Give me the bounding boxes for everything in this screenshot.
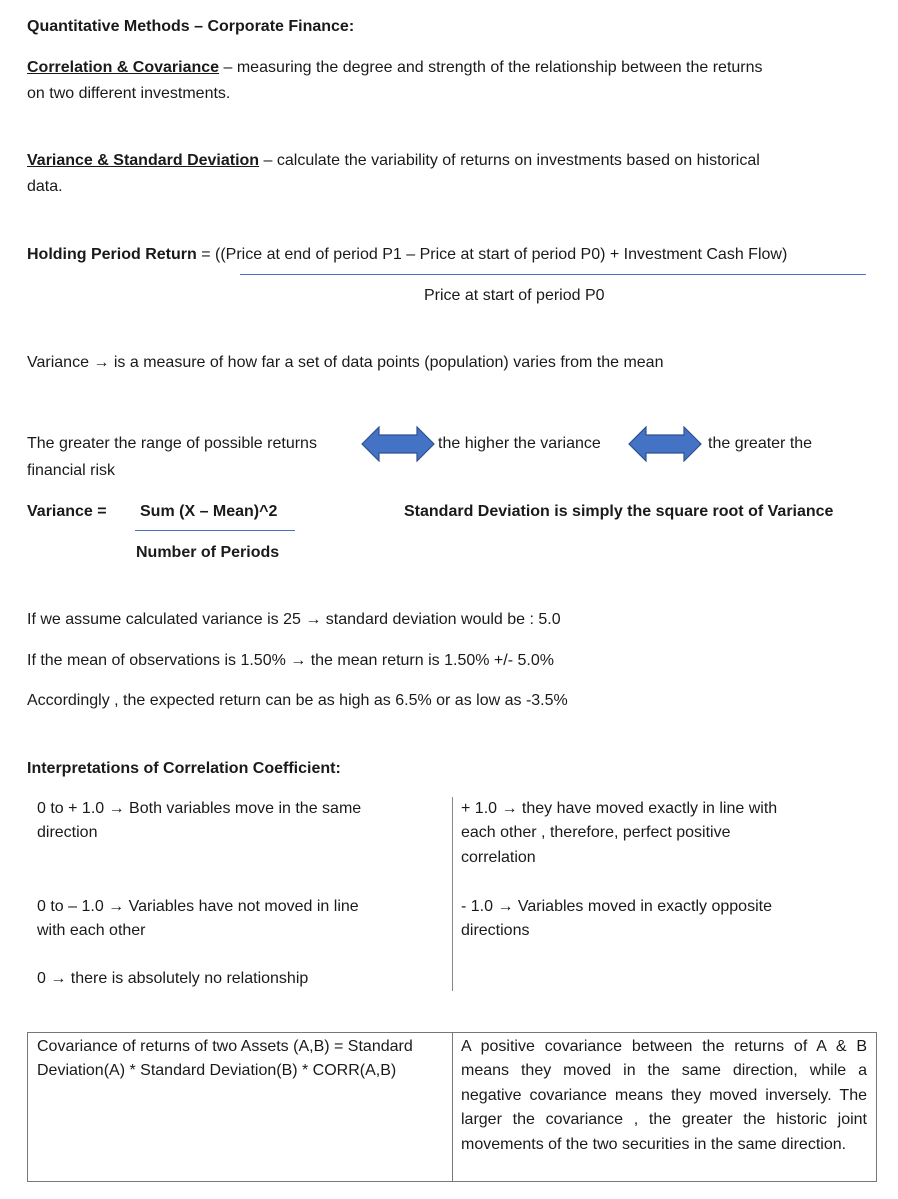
corr-cov-term: Correlation & Covariance <box>27 59 220 76</box>
corr-cov-line <box>27 58 763 78</box>
var-sd-term: Variance & Standard Deviation <box>27 152 260 169</box>
example-line: If the mean of observations is 1.50% → the mean return is 1.50% +/- 5.0% <box>27 652 554 669</box>
interp-left-item: with each other <box>37 922 146 939</box>
doc-title: Quantitative Methods – Corporate Finance: <box>27 18 355 35</box>
var-sd-text: – calculate the variability of returns on investments based on historical <box>259 152 760 169</box>
example-line: Accordingly , the expected return can be as high as 6.5% or as low as -3.5% <box>27 692 568 709</box>
variance-formula-label: Variance = <box>27 503 107 520</box>
hpr-denominator: Price at start of period P0 <box>424 287 605 304</box>
interp-left-item: 0 → there is absolutely no relationship <box>37 970 309 987</box>
hpr-numerator: = ((Price at end of period P1 – Price at start of period P0) + Investment Cash Flow) <box>196 246 788 263</box>
hpr-fraction-bar <box>240 274 866 275</box>
variance-fraction-bar <box>135 530 295 531</box>
hpr-line <box>27 245 787 265</box>
interp-right-item: each other , therefore, perfect positive <box>461 824 731 841</box>
double-arrow-icon <box>361 426 435 462</box>
example-line: If we assume calculated variance is 25 → standard deviation would be : 5.0 <box>27 611 561 628</box>
hpr-label: Holding Period Return <box>27 246 197 263</box>
interp-left-item: 0 to + 1.0 → Both variables move in the same <box>37 800 362 817</box>
variance-denominator: Number of Periods <box>136 544 280 561</box>
covariance-explanation: A positive covariance between the returns of A & B means they moved in the same direction, while a negative covariance means they moved inversely. The larger the covariance , the greater the historic joint movements of the two securities in the same direction. <box>461 1038 867 1153</box>
interp-right-item: - 1.0 → Variables moved in exactly opposite <box>461 898 772 915</box>
range-part4: financial risk <box>27 462 116 479</box>
range-part3: the greater the <box>708 435 813 452</box>
sd-note: Standard Deviation is simply the square root of Variance <box>404 503 834 520</box>
var-sd-line <box>27 151 760 171</box>
variance-definition: Variance → is a measure of how far a set of data points (population) varies from the mean <box>27 354 664 371</box>
corr-cov-text: – measuring the degree and strength of the relationship between the returns <box>219 59 763 76</box>
variance-numerator: Sum (X – Mean)^2 <box>140 503 278 520</box>
interp-left-item: direction <box>37 824 98 841</box>
covariance-divider <box>452 1033 453 1181</box>
interp-right-item: + 1.0 → they have moved exactly in line with <box>461 800 778 817</box>
var-sd-text2: data. <box>27 178 63 195</box>
double-arrow-icon <box>628 426 702 462</box>
interp-heading: Interpretations of Correlation Coefficient: <box>27 760 341 777</box>
interp-right-item: correlation <box>461 849 536 866</box>
covariance-table <box>27 1032 877 1182</box>
interp-divider <box>452 797 453 991</box>
interp-left-item: 0 to – 1.0 → Variables have not moved in line <box>37 898 359 915</box>
range-part2: the higher the variance <box>438 435 601 452</box>
covariance-formula: Covariance of returns of two Assets (A,B) = Standard Deviation(A) * Standard Deviation(B) * CORR(A,B) <box>37 1038 413 1080</box>
range-part1: The greater the range of possible returns <box>27 435 317 452</box>
corr-cov-text2: on two different investments. <box>27 85 231 102</box>
interp-right-item: directions <box>461 922 530 939</box>
